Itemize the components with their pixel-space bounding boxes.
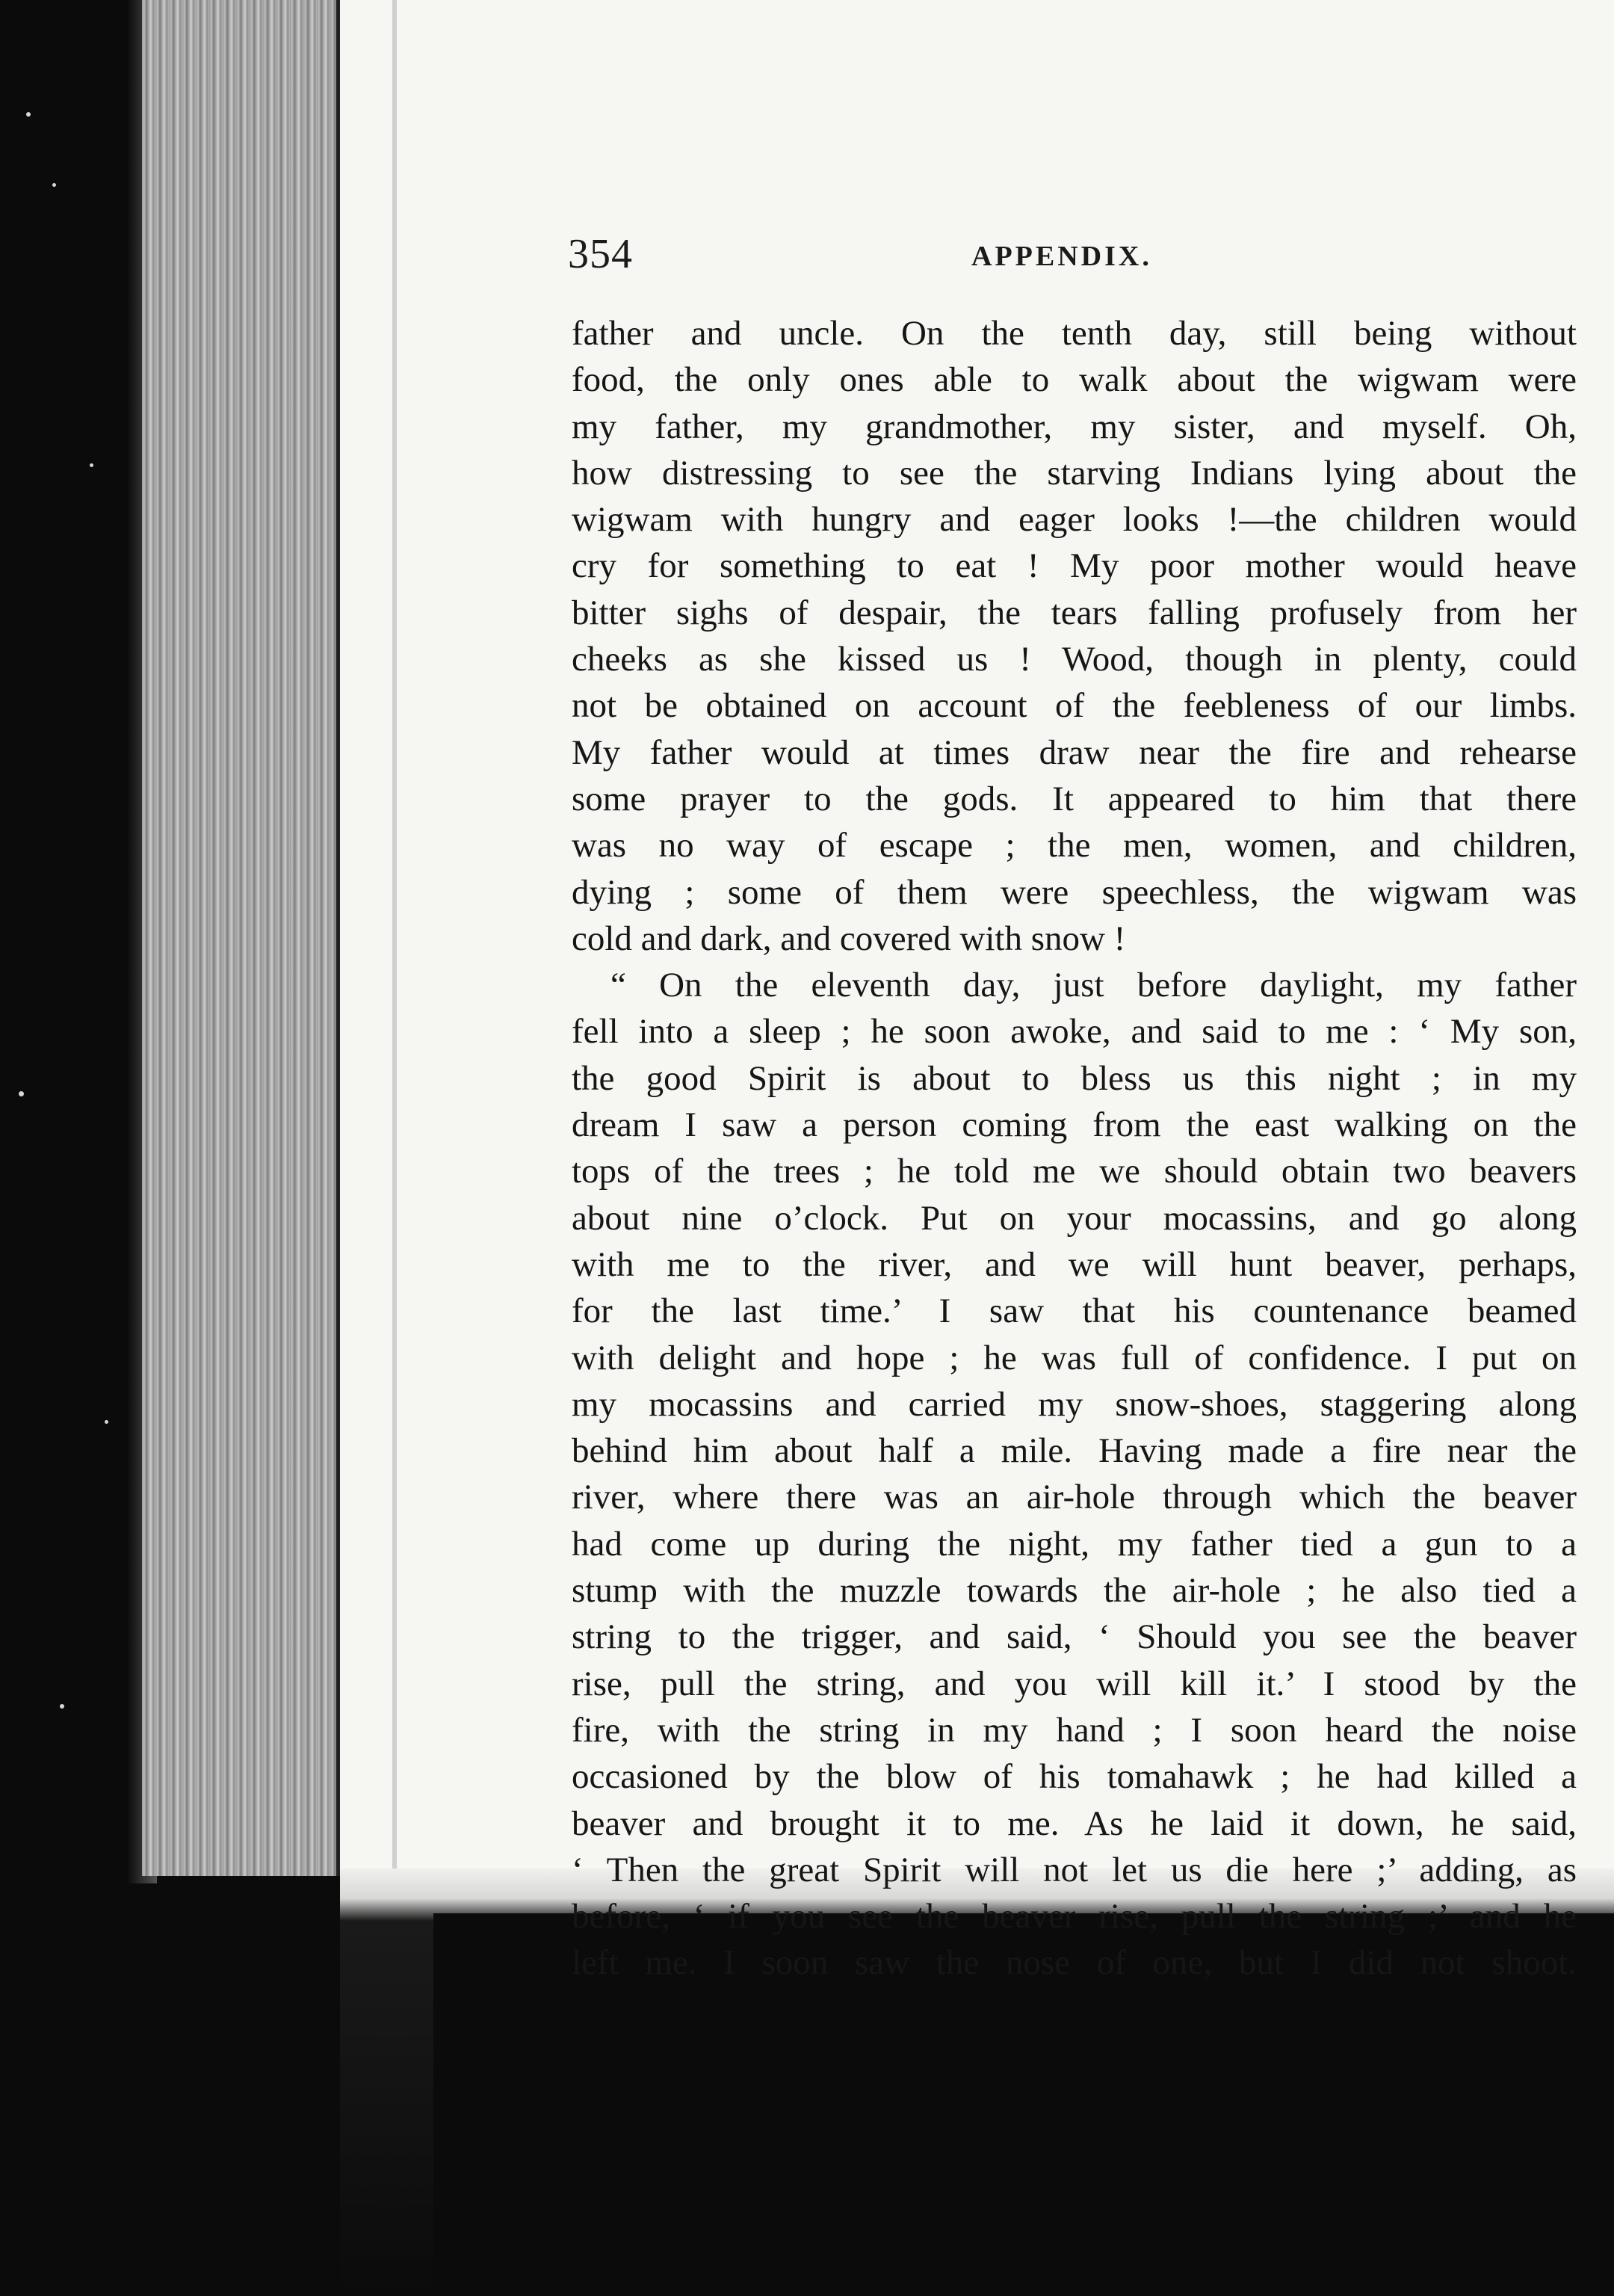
- text-line: about nine o’clock. Put on your mocassins, and go along: [572, 1198, 1577, 1238]
- text-line: had come up during the night, my father tied a gun to a: [572, 1524, 1577, 1564]
- scan-speck: [60, 1704, 64, 1709]
- page-number: 354: [568, 231, 633, 277]
- text-line: ‘ Then the great Spirit will not let us die here ;’ adding, as: [572, 1850, 1577, 1889]
- text-line: beaver and brought it to me. As he laid it down, he said,: [572, 1803, 1577, 1843]
- text-line: for the last time.’ I saw that his countenance beamed: [572, 1292, 1577, 1331]
- text-line: dream I saw a person coming from the east walking on the: [572, 1105, 1577, 1145]
- scan-speck: [105, 1420, 108, 1424]
- page-header: [568, 224, 1584, 284]
- text-line: the good Spirit is about to bless us this night ; in my: [572, 1058, 1577, 1098]
- text-line: before, ‘ if you see the beaver rise, pull the string ;’ and he: [572, 1897, 1577, 1937]
- text-line: with me to the river, and we will hunt beaver, perhaps,: [572, 1244, 1577, 1284]
- text-line: bitter sighs of despair, the tears falling profusely from her: [572, 593, 1577, 632]
- book-page-edges: [142, 0, 341, 1876]
- text-line: with delight and hope ; he was full of confidence. I put on: [572, 1338, 1577, 1377]
- text-line: cold and dark, and covered with snow !: [572, 919, 1126, 958]
- text-line: how distressing to see the starving Indians lying about the: [572, 453, 1577, 493]
- text-line: string to the trigger, and said, ‘ Should you see the beaver: [572, 1617, 1577, 1657]
- running-head: APPENDIX.: [971, 241, 1152, 272]
- text-line: My father would at times draw near the fire and rehearse: [572, 732, 1577, 772]
- text-line: not be obtained on account of the feebleness of our limbs.: [572, 686, 1577, 726]
- text-line: stump with the muzzle towards the air-hole ; he also tied a: [572, 1571, 1577, 1611]
- text-line: left me. I soon saw the nose of one, but I did not shoot.: [572, 1943, 1577, 1983]
- text-line: behind him about half a mile. Having made a fire near the: [572, 1431, 1577, 1471]
- scan-speck: [52, 183, 56, 187]
- scan-speck: [90, 463, 93, 467]
- text-line: tops of the trees ; he told me we should obtain two beavers: [572, 1152, 1577, 1191]
- text-line: cheeks as she kissed us ! Wood, though in plenty, could: [572, 640, 1577, 679]
- text-line: food, the only ones able to walk about the wigwam were: [572, 360, 1577, 400]
- scan-speck: [26, 112, 31, 117]
- scan-speck: [19, 1091, 24, 1096]
- text-line: occasioned by the blow of his tomahawk ; he had killed a: [572, 1757, 1577, 1797]
- text-line: dying ; some of them were speechless, the wigwam was: [572, 872, 1577, 912]
- body-text: [572, 310, 1577, 1987]
- text-line: wigwam with hungry and eager looks !—the children would: [572, 500, 1577, 540]
- text-line: “ On the eleventh day, just before daylight, my father: [610, 966, 1577, 1005]
- page-inner-edge: [392, 0, 397, 1883]
- text-line: my mocassins and carried my snow-shoes, staggering along: [572, 1384, 1577, 1424]
- text-line: was no way of escape ; the men, women, and children,: [572, 826, 1577, 865]
- text-line: cry for something to eat ! My poor mother would heave: [572, 546, 1577, 586]
- text-line: my father, my grandmother, my sister, and myself. Oh,: [572, 407, 1577, 446]
- text-line: river, where there was an air-hole through which the beaver: [572, 1478, 1577, 1517]
- text-line: some prayer to the gods. It appeared to him that there: [572, 779, 1577, 818]
- text-line: rise, pull the string, and you will kill it.’ I stood by the: [572, 1664, 1577, 1703]
- text-line: fire, with the string in my hand ; I soon heard the noise: [572, 1710, 1577, 1750]
- text-line: father and uncle. On the tenth day, still being without: [572, 314, 1577, 353]
- text-line: fell into a sleep ; he soon awoke, and said to me : ‘ My son,: [572, 1012, 1577, 1052]
